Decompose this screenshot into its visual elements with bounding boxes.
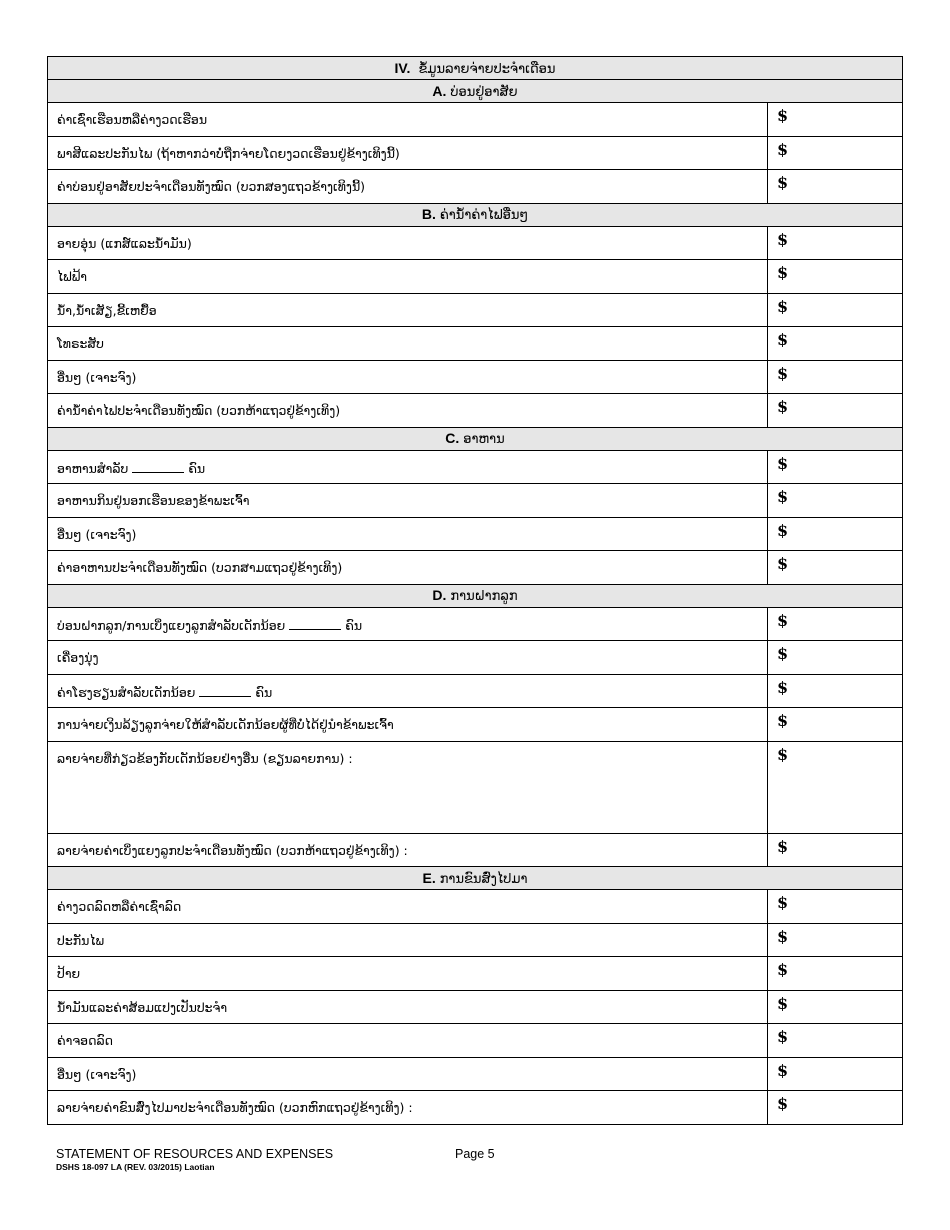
amount-field[interactable] [768,674,903,708]
expense-row [48,394,903,428]
expense-label: ນ້ຳ,ນ້ຳເສັຽ,ຂີ້ເຫຍື້ອ [57,302,157,318]
expense-label-cell [48,641,768,675]
expense-label-cell [48,551,768,585]
expense-label: ປ້າຍ [57,966,81,981]
amount-field[interactable] [768,1024,903,1058]
expense-row [48,226,903,260]
expense-label-cell [48,394,768,428]
expense-row [48,517,903,551]
amount-field[interactable] [768,517,903,551]
page-footer [56,1147,495,1172]
amount-field[interactable] [768,708,903,742]
expense-row [48,450,903,484]
expense-label: ອື່ນໆ (ເຈາະຈົງ) [57,526,137,542]
expense-row [48,708,903,742]
expense-row [48,484,903,518]
amount-field[interactable] [768,641,903,675]
subsection-header-row [48,584,903,607]
expense-label-cell [48,103,768,137]
dollar-sign: $ [777,644,789,663]
expense-label: ຄ່າເຊົ່າເຮືອນຫລືຄ່າງວດເຮືອນ [57,112,208,127]
amount-field[interactable] [768,741,903,833]
dollar-sign: $ [777,744,789,764]
expense-label: ລາຍຈ່າຍຄ່າຂົນສົ່ງໄປມາປະຈຳເດືອນທັງໝົດ (ບວກຫົກແຖວຢູ່ຂ້າງເທິງ) : [57,1100,413,1115]
subsection-code: D. [432,587,447,603]
amount-field[interactable] [768,293,903,327]
subsection-title: ອາຫານ [463,432,505,447]
count-blank-field[interactable] [289,616,341,630]
expense-label: ການຈ່າຍເງິນລ້ຽງລູກຈ່າຍໃຫ້ສຳລັບເດັກນ້ອຍຜູ້ທີ່ບໍ່ໄດ້ຢູ່ນຳຂ້າພະເຈົ້າ [57,717,394,732]
amount-field[interactable] [768,360,903,394]
subsection-code: E. [422,869,436,886]
count-blank-field[interactable] [199,683,251,697]
expense-label: ອື່ນໆ (ເຈາະຈົງ) [57,1066,137,1082]
subsection-header-row [48,427,903,450]
dollar-sign: $ [777,1027,789,1046]
dollar-sign: $ [777,363,789,383]
expense-row [48,1024,903,1058]
expense-row [48,327,903,361]
dollar-sign: $ [777,993,789,1013]
amount-field[interactable] [768,327,903,361]
page-number: Page 5 [455,1147,495,1161]
amount-field[interactable] [768,957,903,991]
expense-label-cell [48,607,768,641]
expense-label: ພາສີແລະປະກັນໄພ (ຖ້າຫາກວ່າບໍ່ຖືກຈ່າຍໂດຍງວດເຮືອນຢູ່ຂ້າງເທິງນີ້) [57,145,400,161]
dollar-sign: $ [777,520,789,540]
expense-row [48,103,903,137]
expense-label-cell [48,136,768,170]
expense-label: ຄ່າໂຮງຮຽນສຳລັບເດັກນ້ອຍ [57,684,196,700]
dollar-sign: $ [777,229,789,249]
expense-row [48,293,903,327]
expense-label-cell [48,1091,768,1125]
count-unit: ຄົນ [345,617,363,633]
section-title: ຂໍ້ມູນລາຍຈ່າຍປະຈຳເດືອນ [418,61,556,77]
dollar-sign: $ [777,487,789,506]
expense-label-cell [48,1024,768,1058]
subsection-header-row [48,203,903,226]
amount-field[interactable] [768,1057,903,1091]
dollar-sign: $ [777,330,789,349]
expense-label: ປະກັນໄພ [57,932,105,948]
dollar-sign: $ [777,1060,789,1080]
expense-label-cell [48,226,768,260]
expense-label-cell [48,293,768,327]
footer-title: STATEMENT OF RESOURCES AND EXPENSES [56,1147,334,1161]
expense-row [48,833,903,867]
expense-row [48,1091,903,1125]
dollar-sign: $ [777,296,789,316]
expense-label-cell [48,890,768,924]
expense-row [48,890,903,924]
subsection-title: ການຝາກລູກ [450,589,518,604]
subsection-title: ຄ່ານ້ຳຄ່າໄຟອື່ນໆ [439,208,529,223]
dollar-sign: $ [777,263,789,282]
expenses-table [47,56,903,1125]
expense-label-cell [48,708,768,742]
expense-label-cell [48,360,768,394]
form-code: DSHS 18-097 LA (REV. 03/2015) Laotian [56,1162,215,1172]
subsection-header [48,80,903,103]
expense-label: ໄຟຟ້າ [57,269,88,284]
dollar-sign: $ [777,554,789,573]
dollar-sign: $ [777,836,789,856]
expense-label-cell [48,833,768,867]
expense-label-cell [48,327,768,361]
amount-field[interactable] [768,551,903,585]
expense-label: ຄ່າຈອດລົດ [57,1033,113,1048]
expense-label-cell [48,260,768,294]
expense-label-cell [48,450,768,484]
expense-label-cell [48,674,768,708]
count-unit: ຄົນ [255,684,273,700]
expense-label: ຄ່ານ້ຳຄ່າໄຟປະຈຳເດືອນທັງໝົດ (ບວກຫ້າແຖວຢູ່ຂ້າງເທິງ) [57,403,341,418]
expense-row [48,957,903,991]
subsection-code: C. [445,430,460,446]
amount-field[interactable] [768,226,903,260]
expense-row [48,641,903,675]
dollar-sign: $ [777,677,789,697]
expense-label-cell [48,170,768,204]
dollar-sign: $ [777,139,789,159]
amount-field[interactable] [768,103,903,137]
expense-label: ອື່ນໆ (ເຈາະຈົງ) [57,369,137,385]
expense-label-cell [48,484,768,518]
dollar-sign: $ [777,960,789,979]
expense-label: ຄ່າອາຫານປະຈຳເດືອນທັງໝົດ (ບວກສາມແຖວຢູ່ຂ້າງເທິງ) [57,560,343,575]
expense-row [48,136,903,170]
expense-row [48,360,903,394]
subsection-header-row [48,80,903,103]
count-blank-field[interactable] [132,459,184,473]
subsection-code: B. [421,206,436,222]
expense-label: ລາຍຈ່າຍທີ່ກ່ຽວຂ້ອງກັບເດັກນ້ອຍຢ່າງອື່ນ (ຂຽນລາຍການ) : [57,750,353,766]
amount-field[interactable] [768,260,903,294]
expense-label: ອາຫານກິນຢູ່ນອກເຮືອນຂອງຂ້າພະເຈົ້າ [57,493,250,508]
expense-row [48,170,903,204]
amount-field[interactable] [768,990,903,1024]
dollar-sign: $ [777,610,789,630]
dollar-sign: $ [777,1094,789,1113]
amount-field[interactable] [768,890,903,924]
dollar-sign: $ [777,893,789,912]
subsection-title: ການຂົນສົ່ງໄປມາ [439,871,528,887]
section-code: IV. [394,59,411,76]
amount-field[interactable] [768,833,903,867]
expense-label-cell [48,517,768,551]
amount-field[interactable] [768,394,903,428]
amount-field[interactable] [768,450,903,484]
subsection-header [48,867,903,890]
expense-label: ຄ່າບ່ອນຢູ່ອາສັຍປະຈຳເດືອນທັງໝົດ (ບວກສອງແຖວຂ້າງເທິງນີ້) [57,179,366,194]
amount-field[interactable] [768,923,903,957]
subsection-header [48,427,903,450]
expense-label-cell [48,923,768,957]
section-header-row [48,57,903,80]
count-unit: ຄົນ [188,460,206,476]
expense-row [48,674,903,708]
expense-label-cell [48,957,768,991]
dollar-sign: $ [777,106,789,125]
dollar-sign: $ [777,453,789,473]
expense-label: ຄ່າງວດລົດຫລືຄ່າເຊົ່າລົດ [57,899,182,914]
subsection-header [48,203,903,226]
expense-row [48,607,903,641]
expense-label: ອາຍອຸ່ນ (ແກສ໌ແລະນ້ຳມັນ) [57,235,192,251]
dollar-sign: $ [777,397,789,416]
amount-field[interactable] [768,484,903,518]
section-header [48,57,903,80]
expense-label: ໂທຣະສັບ [57,336,104,351]
expense-label-cell [48,990,768,1024]
expense-label: ລາຍຈ່າຍຄ່າເບິ່ງແຍງລູກປະຈຳເດືອນທັງໝົດ (ບວກຫ້າແຖວຢູ່ຂ້າງເທິງ) : [57,842,408,858]
dollar-sign: $ [777,173,789,192]
amount-field[interactable] [768,607,903,641]
dollar-sign: $ [777,711,789,730]
expense-label-cell [48,1057,768,1091]
amount-field[interactable] [768,170,903,204]
expense-label-cell [48,741,768,833]
expense-row [48,923,903,957]
expense-row [48,551,903,585]
subsection-code: A. [432,82,447,99]
amount-field[interactable] [768,136,903,170]
amount-field[interactable] [768,1091,903,1125]
dollar-sign: $ [777,926,789,946]
expense-label: ບ່ອນຝາກລູກ/ການເບິ່ງແຍງລູກສຳລັບເດັກນ້ອຍ [57,617,286,633]
subsection-header-row [48,867,903,890]
subsection-header [48,584,903,607]
expense-row [48,741,903,833]
expense-label: ອາຫານສຳລັບ [57,460,129,476]
expense-label: ນ້ຳມັນແລະຄ່າສ້ອມແປງເປັນປະຈຳ [57,999,228,1015]
expense-row [48,260,903,294]
subsection-title: ບ່ອນຢູ່ອາສັຍ [450,84,518,100]
expense-label: ເຄື່ອງນຸ່ງ [57,650,99,665]
expense-row [48,1057,903,1091]
expense-row [48,990,903,1024]
